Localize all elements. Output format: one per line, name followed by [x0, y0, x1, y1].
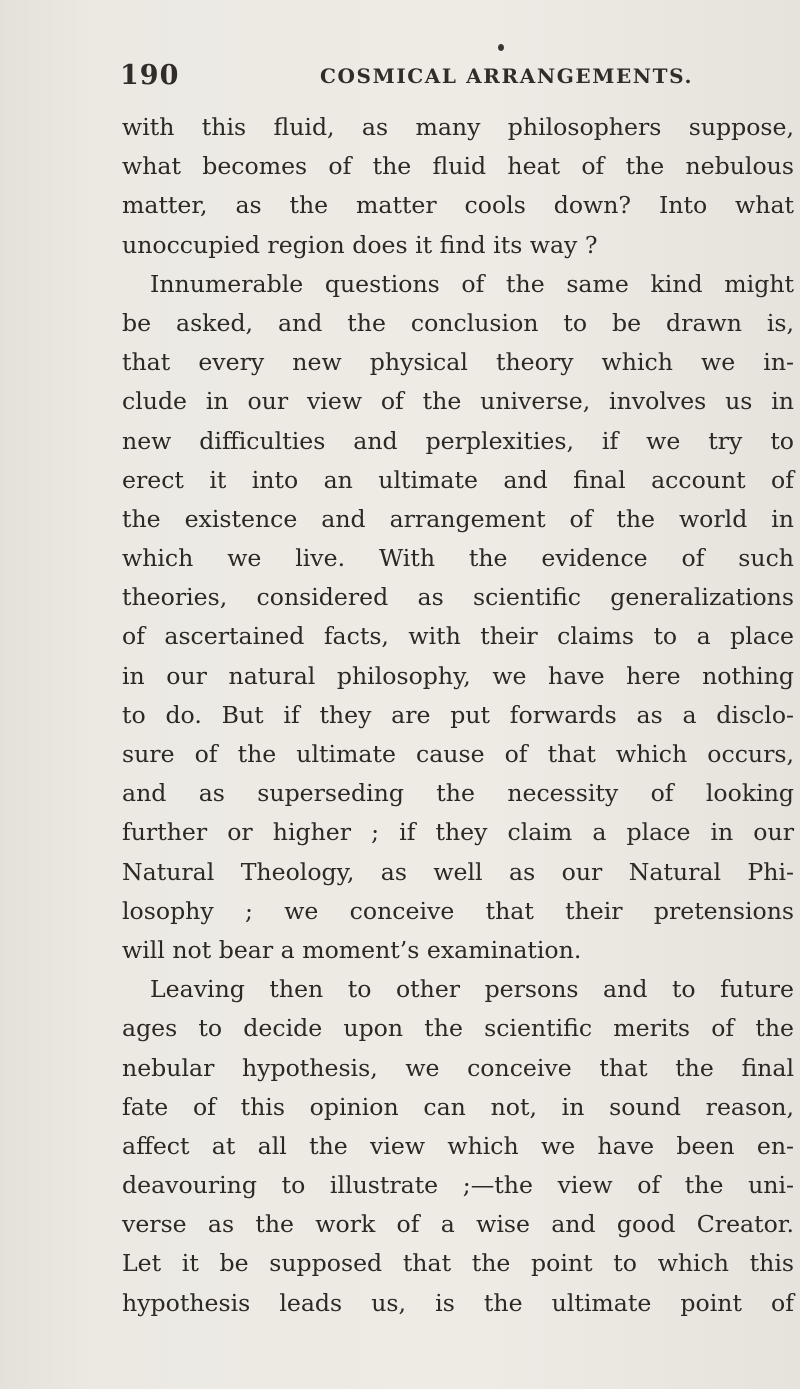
text-line: Leaving then to other persons and to future [150, 975, 794, 1004]
text-line: losophy ; we conceive that their pretensions [122, 896, 794, 925]
text-line: be asked, and the conclusion to be drawn is, [122, 308, 794, 337]
text-line: Natural Theology, as well as our Natural Phi- [122, 857, 794, 886]
page-number: 190 [120, 60, 180, 91]
text-line: that every new physical theory which we in- [122, 348, 794, 377]
body-text [122, 108, 794, 1323]
text-line: new difficulties and perplexities, if we try to [122, 426, 794, 455]
running-head: COSMICAL ARRANGEMENTS. [320, 64, 694, 88]
text-line: which we live. With the evidence of such [122, 544, 794, 573]
text-line: unoccupied region does it find its way ? [122, 230, 598, 259]
page-header [120, 52, 800, 98]
text-line: Let it be supposed that the point to which this [122, 1249, 794, 1278]
text-line: matter, as the matter cools down? Into what [122, 191, 794, 220]
text-line: nebular hypothesis, we conceive that the final [122, 1053, 794, 1082]
text-line: sure of the ultimate cause of that which occurs, [122, 740, 794, 768]
ink-speck [498, 44, 504, 51]
text-line: clude in our view of the universe, involves us in [122, 387, 794, 416]
text-line: of ascertained facts, with their claims to a place [122, 622, 794, 651]
text-line: will not bear a moment’s examination. [122, 935, 582, 964]
text-line: verse as the work of a wise and good Creator. [122, 1210, 794, 1239]
text-line: fate of this opinion can not, in sound reason, [122, 1092, 794, 1121]
text-line: hypothesis leads us, is the ultimate point of [122, 1288, 794, 1317]
text-line: and as superseding the necessity of looking [122, 779, 794, 808]
text-line: the existence and arrangement of the world in [122, 504, 794, 533]
text-line: theories, considered as scientific generalizations [122, 583, 794, 612]
text-line: deavouring to illustrate ;—the view of the uni- [122, 1171, 794, 1200]
text-line: ages to decide upon the scientific merits of the [122, 1014, 794, 1043]
text-line: Innumerable questions of the same kind might [150, 269, 794, 298]
text-line: to do. But if they are put forwards as a disclo- [122, 700, 794, 729]
text-line: affect at all the view which we have been en- [122, 1131, 794, 1160]
text-line: further or higher ; if they claim a place in our [122, 818, 794, 847]
text-line: in our natural philosophy, we have here nothing [122, 661, 794, 690]
text-line: erect it into an ultimate and final account of [122, 465, 794, 494]
text-line: what becomes of the fluid heat of the nebulous [122, 152, 794, 181]
text-line: with this fluid, as many philosophers suppose, [122, 113, 794, 141]
